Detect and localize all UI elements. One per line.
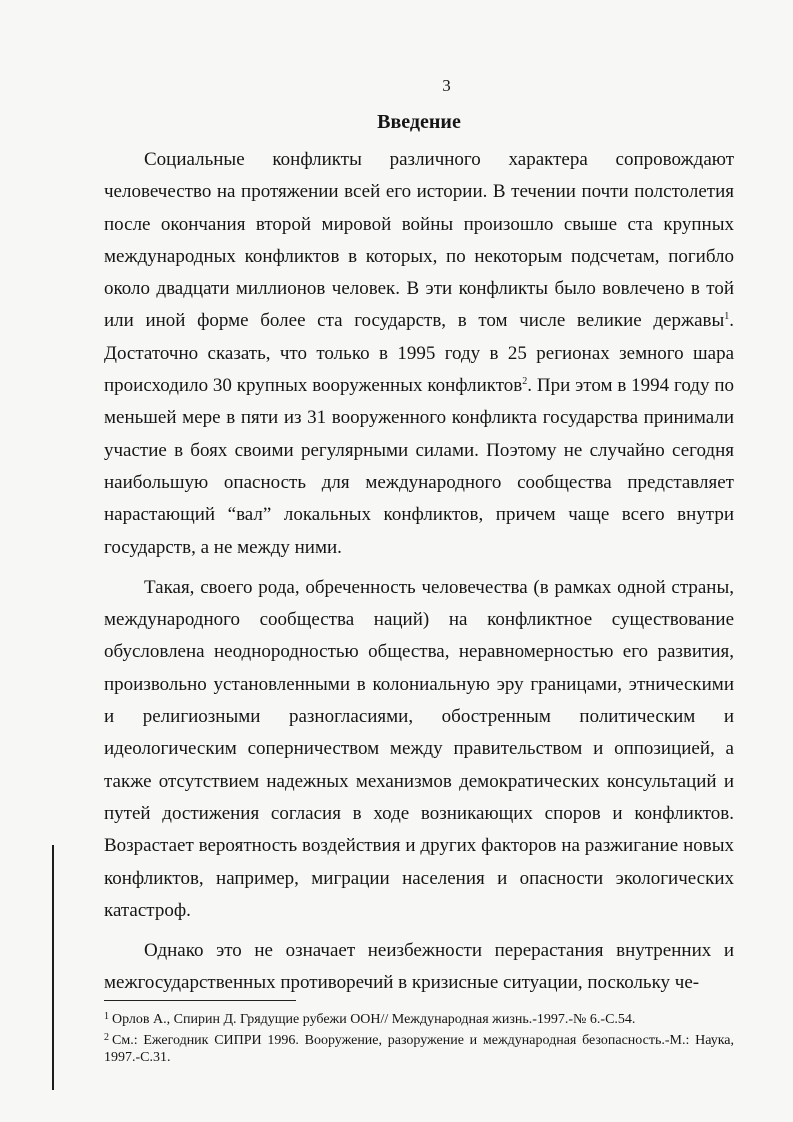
- footnote-2-mark: 2: [104, 1031, 109, 1043]
- paragraph-1-part-a: Социальные конфликты различного характера сопровождают человечество на протяжении всей его истории. В течении почти полстолетия после окончания второй мировой войны произошло свыше ста крупных международных конфликтов в которых, по некоторым подсчетам, погибло около двадцати миллионов человек. В эти конфликты было вовлечено в той или иной форме более ста государств, в том числе великие державы: [104, 149, 734, 332]
- footnote-ref-2: 2: [522, 376, 528, 388]
- footnote-separator: [104, 1000, 296, 1001]
- paragraph-1-part-b: . Достаточно сказать, что только в 1995 году в 25 регионах земного шара происходило 30 крупных вооруженных конфликтов: [104, 310, 734, 397]
- footnote-1-text: Орлов А., Спирин Д. Грядущие рубежи ООН// Международная жизнь.-1997.-№ 6.-С.54.: [112, 1012, 636, 1027]
- footnote-1: [104, 1008, 734, 1029]
- footnote-ref-1: 1: [724, 311, 730, 323]
- footnote-2: [104, 1029, 734, 1067]
- paragraph-2: Такая, своего рода, обреченность человечества (в рамках одной страны, международного сообщества наций) на конфликтное существование обусловлена неоднородностью общества, неравномерностью его развития, произвольно установленными в колониальную эру границами, этническими и религиозными разногласиями, обостренным политическим и идеологическим соперничеством между правительством и оппозицией, а также отсутствием надежных механизмов демократических консультаций и путей достижения согласия в ходе возникающих споров и конфликтов. Возрастает вероятность воздействия и других факторов на разжигание новых конфликтов, например, миграции населения и опасности экологических катастроф.: [104, 576, 734, 921]
- page-title: Введение: [377, 111, 461, 133]
- body-text: [104, 144, 734, 1000]
- page-number: 3: [442, 76, 451, 95]
- paragraph-3: Однако это не означает неизбежности перерастания внутренних и межгосударственных противоречий в кризисные ситуации, поскольку че-: [104, 940, 734, 994]
- footnote-2-text: См.: Ежегодник СИПРИ 1996. Вооружение, разоружение и международная безопасность.-М.: Наука, 1997.-С.31.: [104, 1032, 734, 1065]
- footnotes: [104, 1008, 734, 1067]
- paragraph-1-part-c: . При этом в 1994 году по меньшей мере в пяти из 31 вооруженного конфликта государства принимали участие в боях своими регулярными силами. Поэтому не случайно сегодня наибольшую опасность для международного сообщества представляет нарастающий “вал” локальных конфликтов, причем чаще всего внутри государств, а не между ними.: [104, 375, 734, 558]
- margin-scan-line: [52, 845, 54, 1090]
- paragraph-1: [104, 144, 734, 564]
- footnote-1-mark: 1: [104, 1011, 109, 1022]
